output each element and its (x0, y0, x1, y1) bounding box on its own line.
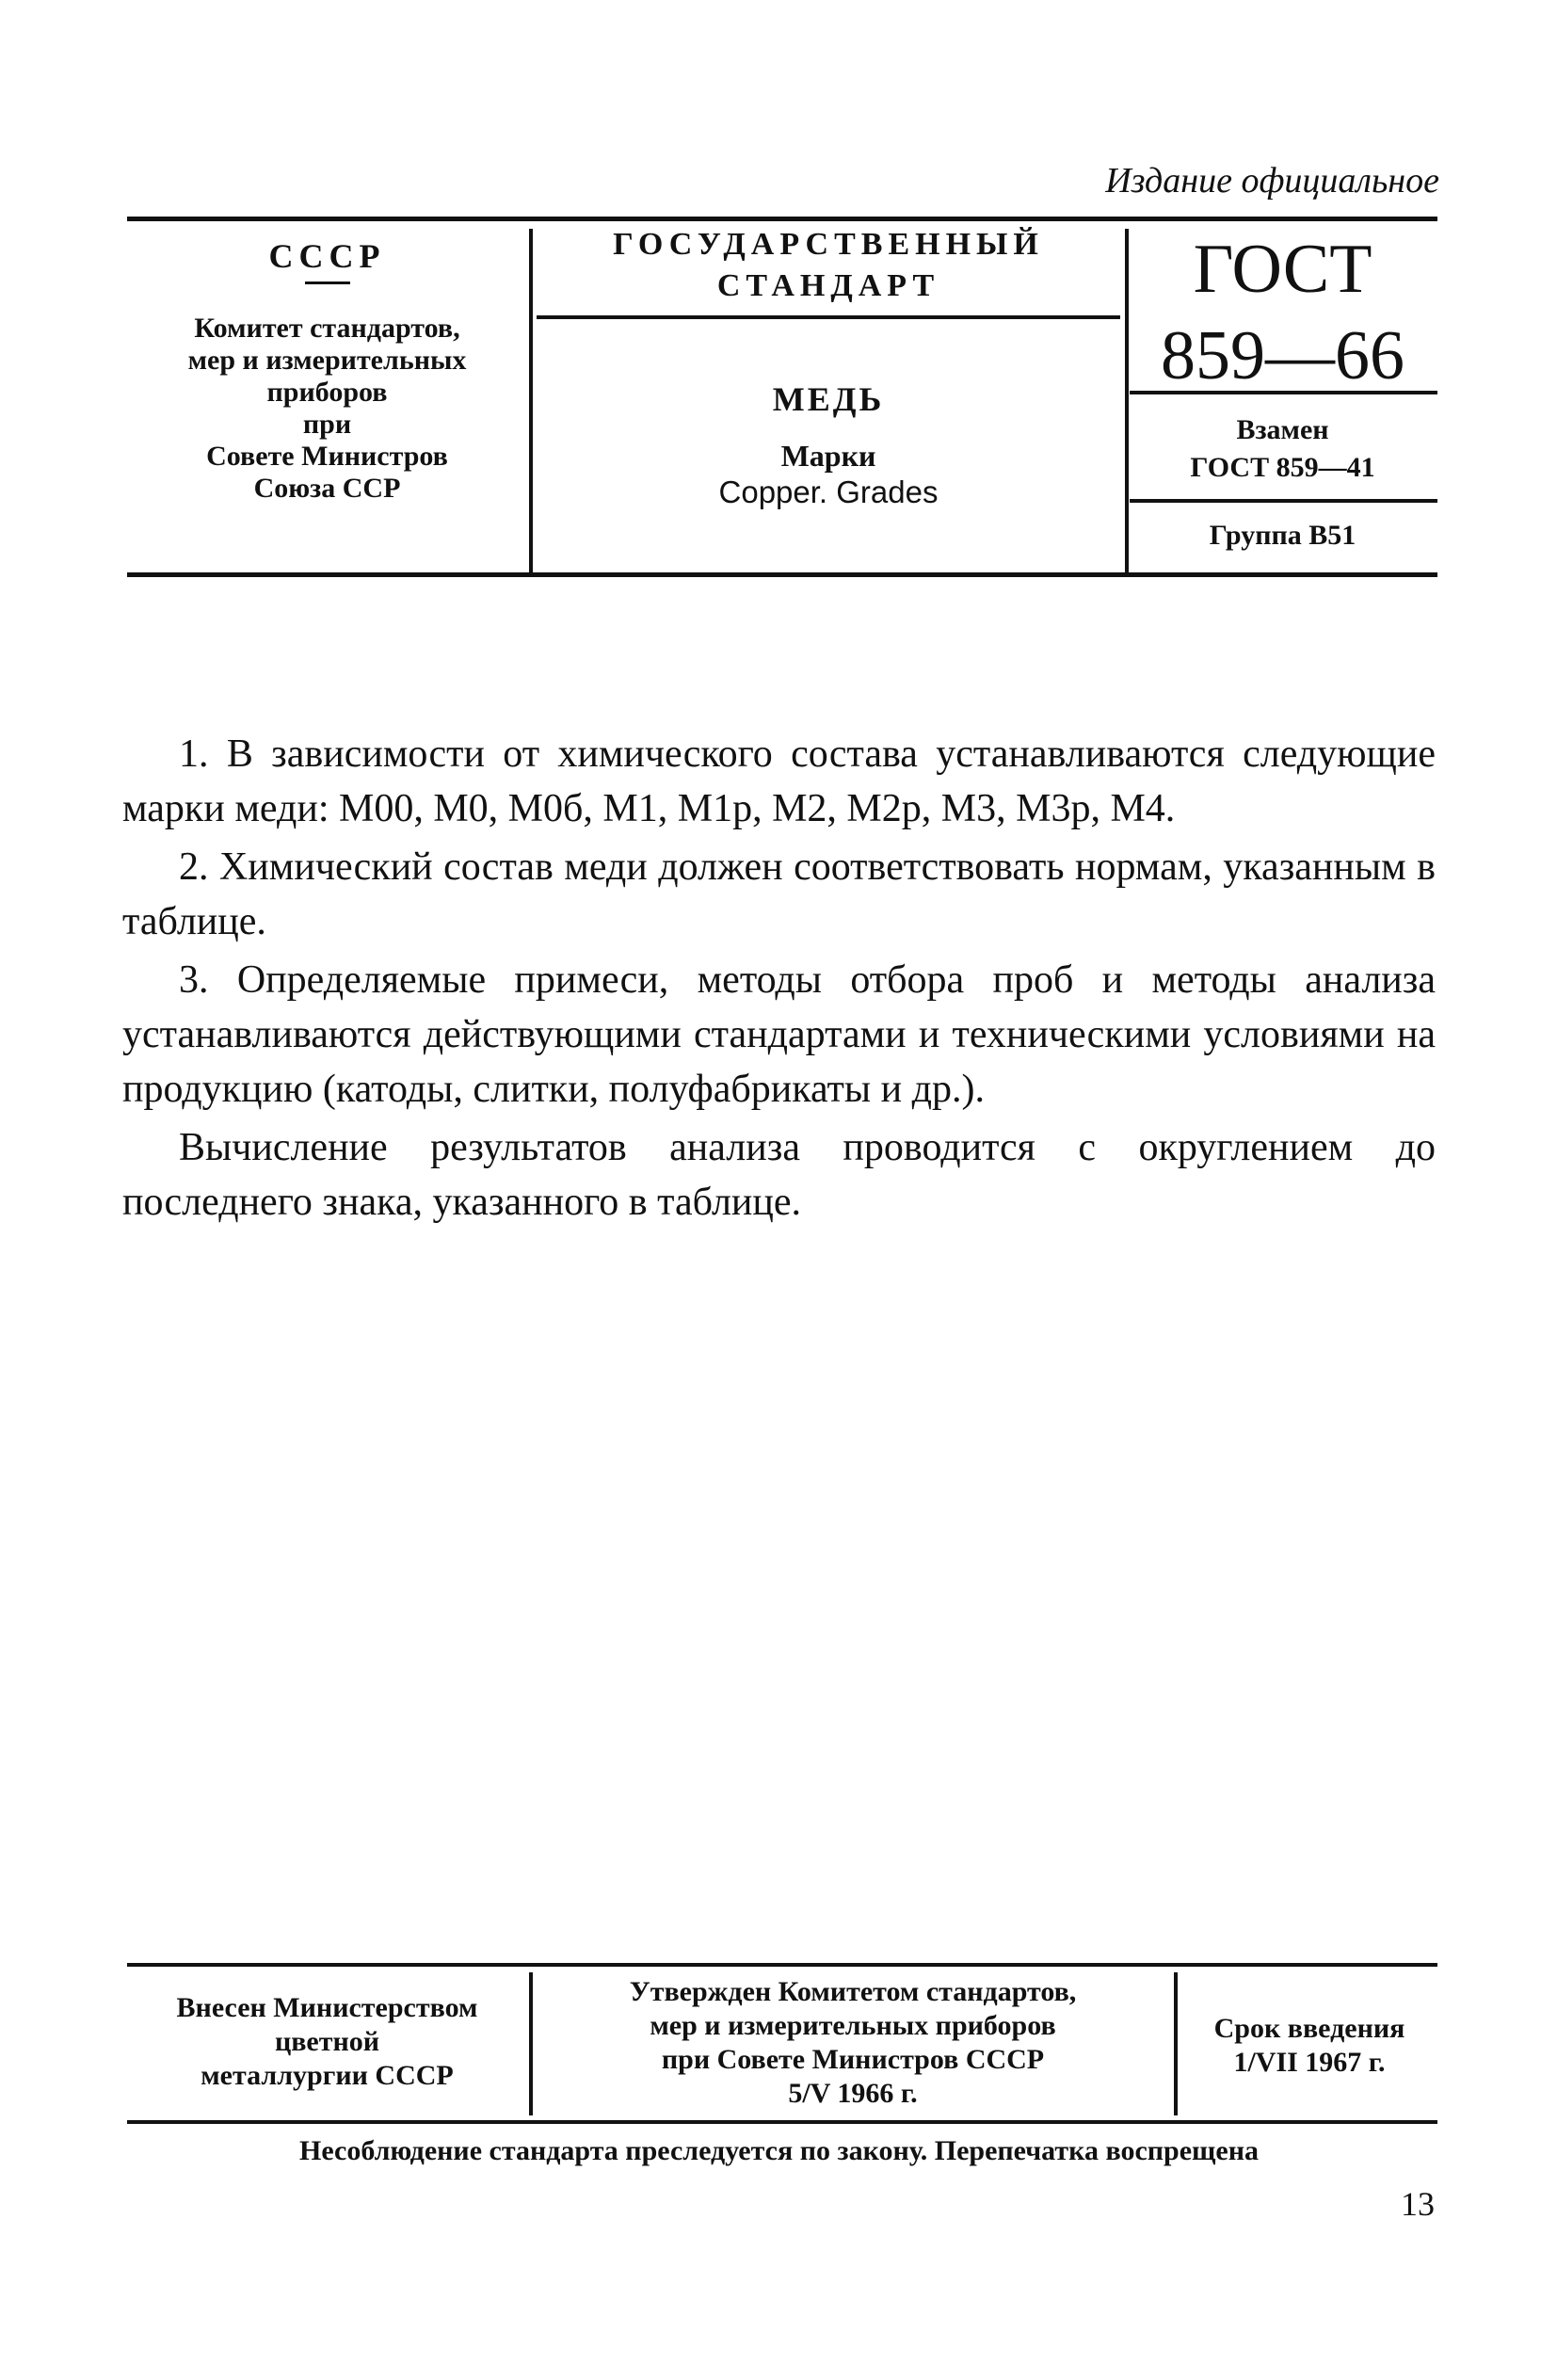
header-mid-rule (537, 315, 1120, 319)
header-right-rule-2 (1130, 499, 1437, 503)
gost-id-block (1130, 226, 1436, 399)
paragraph-2: 2. Химический состав меди должен соответствовать нормам, указанным в таблице. (122, 845, 1436, 943)
committee-line: мер и измерительных (187, 345, 467, 376)
approved-line: при Совете Министров СССР (661, 2044, 1045, 2075)
approved-line: Утвержден Комитетом стандартов, (629, 1976, 1077, 2007)
document-title-block (537, 379, 1120, 511)
document-title: МЕДЬ (772, 380, 885, 418)
paragraph-1: 1. В зависимости от химического состава устанавливаются следующие марки меди: М00, М0, М0б, М1, М1р, М2, М2р, М3, М3р, М4. (122, 732, 1436, 830)
header-divider-right (1125, 229, 1129, 572)
approved-line: мер и измерительных приборов (650, 2010, 1056, 2041)
committee-line: Комитет стандартов, (194, 313, 460, 344)
country-label: СССР (268, 237, 386, 275)
page-number: 13 (1401, 2185, 1435, 2223)
legal-notice: Несоблюдение стандарта преследуется по закону. Перепечатка воспрещена (299, 2135, 1259, 2166)
footer-bottom-rule (127, 2120, 1437, 2124)
header-divider-left (529, 229, 533, 572)
footer-divider-right (1174, 1972, 1178, 2115)
replaces-value: ГОСТ 859—41 (1190, 452, 1375, 483)
standard-type-line: ГОСУДАРСТВЕННЫЙ (613, 227, 1044, 262)
replaces-block (1130, 411, 1436, 487)
paragraph-3: 3. Определяемые примеси, методы отбора проб и методы анализа устанавливаются действующими стандартами и техническими условиями на продукцию (катоды, слитки, полуфабрикаты и др.). (122, 958, 1436, 1111)
group-label: Группа В51 (1209, 520, 1356, 551)
paragraph-4: Вычисление результатов анализа проводится с округлением до последнего знака, указанного в таблице. (122, 1126, 1436, 1224)
edition-label: Издание официальное (1105, 161, 1439, 201)
committee-line: при (302, 409, 352, 440)
effective-line: 1/VII 1967 г. (1233, 2047, 1386, 2078)
gost-number: 859—66 (1161, 317, 1405, 394)
introduced-line: Внесен Министерством (176, 1992, 478, 2023)
introduced-line: цветной (274, 2026, 380, 2057)
committee-line: Союза ССР (253, 473, 401, 504)
committee-line: приборов (266, 377, 388, 408)
effective-date (1181, 2012, 1437, 2080)
footer-divider-left (529, 1972, 533, 2115)
committee-line: Совете Министров (206, 441, 448, 472)
standard-type (537, 224, 1120, 307)
approved-line: 5/V 1966 г. (788, 2078, 918, 2109)
document-subtitle-en: Copper. Grades (718, 474, 939, 509)
document-subtitle-ru: Марки (780, 439, 876, 473)
header-top-rule (127, 217, 1437, 221)
effective-line: Срок введения (1213, 2013, 1405, 2044)
committee-block (127, 237, 527, 505)
gost-label: ГОСТ (1193, 231, 1372, 308)
footer-top-rule (127, 1963, 1437, 1967)
introduced-by (132, 1991, 522, 2093)
replaces-label: Взамен (1236, 414, 1329, 445)
approved-by (537, 1975, 1169, 2111)
introduced-line: металлургии СССР (201, 2060, 454, 2091)
document-body (122, 727, 1436, 1233)
country-dash (305, 281, 350, 284)
header-bottom-rule (127, 572, 1437, 577)
standard-type-line: СТАНДАРТ (716, 268, 940, 303)
